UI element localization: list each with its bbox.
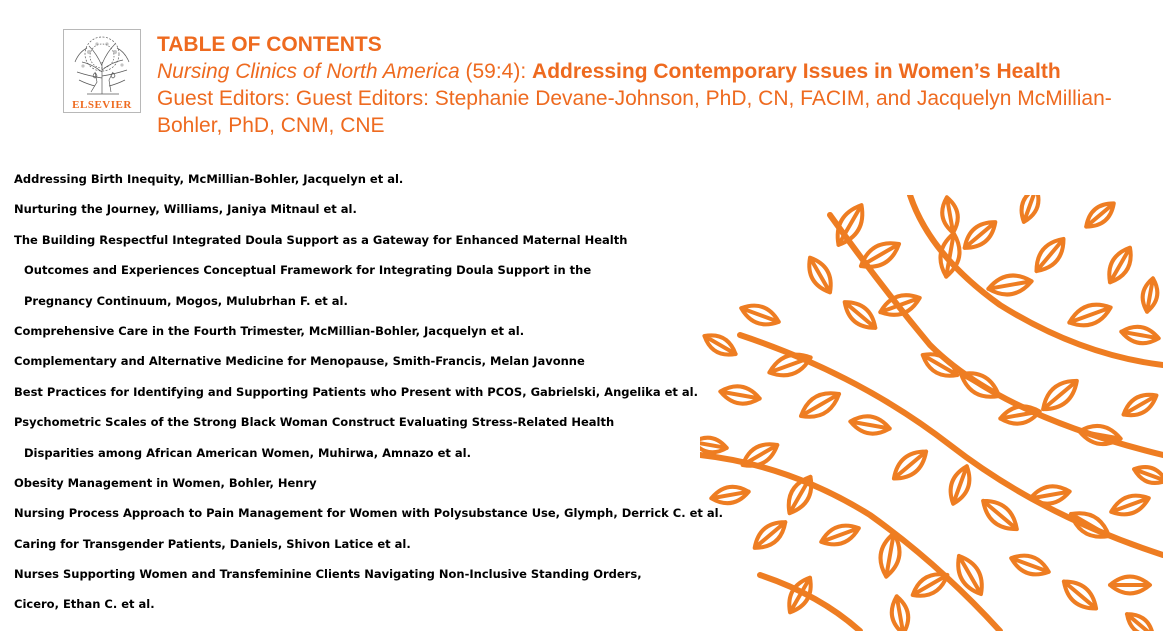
journal-name: Nursing Clinics of North America — [157, 60, 460, 83]
toc-entry: Nursing Process Approach to Pain Management for Women with Polysubstance Use, Glymph, Derrick C. et al. — [14, 506, 723, 521]
issue-title: Addressing Contemporary Issues in Women’s Health — [532, 60, 1061, 83]
toc-entry: Obesity Management in Women, Bohler, Henry — [14, 475, 317, 490]
toc-entry: The Building Respectful Integrated Doula Support as a Gateway for Enhanced Maternal Health — [14, 232, 628, 247]
toc-entry: Nurturing the Journey, Williams, Janiya Mitnaul et al. — [14, 202, 357, 217]
toc-entry-continuation: Cicero, Ethan C. et al. — [14, 597, 155, 612]
tree-icon — [67, 32, 137, 98]
logo-wordmark: ELSEVIER — [72, 99, 132, 111]
toc-entry: Addressing Birth Inequity, McMillian-Bohler, Jacquelyn et al. — [14, 172, 404, 186]
toc-entry: Best Practices for Identifying and Supporting Patients who Present with PCOS, Gabrielski, Angelika et al. — [14, 384, 698, 399]
toc-entry: Caring for Transgender Patients, Daniels, Shivon Latice et al. — [14, 536, 411, 551]
toc-list — [14, 164, 723, 620]
toc-entry-continuation: Pregnancy Continuum, Mogos, Mulubrhan F. et al. — [24, 293, 348, 308]
elsevier-logo — [63, 29, 141, 113]
header — [157, 32, 1157, 139]
leaf-decoration-icon — [700, 195, 1163, 631]
toc-entry-continuation: Outcomes and Experiences Conceptual Framework for Integrating Doula Support in the — [24, 263, 592, 278]
toc-entry: Psychometric Scales of the Strong Black Woman Construct Evaluating Stress-Related Health — [14, 415, 615, 430]
toc-entry: Comprehensive Care in the Fourth Trimester, McMillian-Bohler, Jacquelyn et al. — [14, 323, 525, 338]
page-title: TABLE OF CONTENTS — [157, 33, 382, 56]
journal-line — [157, 58, 1157, 85]
toc-entry: Nurses Supporting Women and Transfeminine Clients Navigating Non-Inclusive Standing Orders, — [14, 567, 642, 582]
issue-number: (59:4): — [459, 60, 533, 83]
toc-entry: Complementary and Alternative Medicine for Menopause, Smith-Francis, Melan Javonne — [14, 354, 585, 369]
toc-entry-continuation: Disparities among African American Women, Muhirwa, Amnazo et al. — [24, 445, 471, 460]
guest-editors: Guest Editors: Guest Editors: Stephanie Devane-Johnson, PhD, CN, FACIM, and Jacquelyn McMillian-Bohler, PhD, CNM, CNE — [157, 87, 1112, 137]
